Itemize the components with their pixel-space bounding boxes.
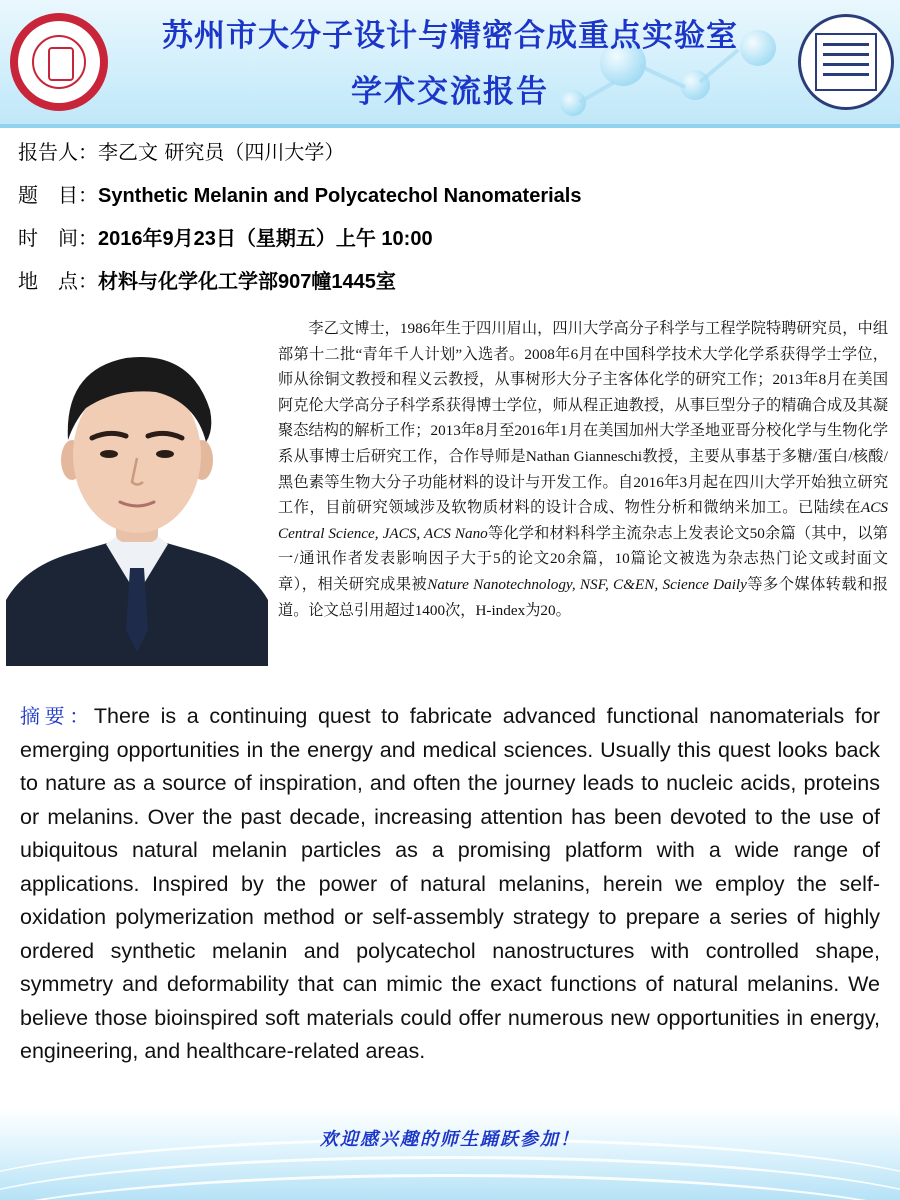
abstract-text: There is a continuing quest to fabricate advanced functional nanomaterials for emerging opportunities in the energy and medical sciences. Usually this quest looks back to nature as a source of inspiration, and often the journey leads to nucleic acids, proteins or melanins. Over the past decade, increasing attention has been devoted to the use of ubiquitous natural melanin particles as a promising platform with a wide range of applications. Inspired by the power of natural melanins, herein we employ the self-oxidation polymerization method or self-assembly strategy to prepare a series of highly ordered synthetic melanin and polycatechol nanostructures with controlled shape, symmetry and deformability that can mimic the exact functions of natural melanins. We believe those bioinspired soft materials could offer numerous new opportunities in energy, engineering, and healthcare-related areas. — [20, 704, 880, 1063]
bio-text-part2: 等化学和材料科学主流杂志上发表论文50余篇（其中，以第一/通讯作者发表影响因子大于5的论文20余篇，10篇论文被选为杂志热门论文或封面文章），相关研究成果被 — [278, 524, 888, 593]
speaker-label: 报告人： — [18, 140, 98, 164]
lab-title: 苏州市大分子设计与精密合成重点实验室 — [162, 18, 738, 54]
welcome-message: 欢迎感兴趣的师生踊跃参加！ — [320, 1129, 580, 1150]
abstract-label: 摘要： — [20, 704, 94, 728]
abstract-section — [20, 700, 880, 1069]
info-time — [18, 224, 433, 253]
place-value: 材料与化学化工学部907幢1445室 — [98, 271, 396, 293]
info-place — [18, 267, 396, 296]
speaker-photo — [6, 330, 268, 666]
footer-wave-banner — [0, 1108, 900, 1200]
bio-text-part1: 李乙文博士，1986年生于四川眉山，四川大学高分子科学与工程学院特聘研究员，中组部第十二批“青年千人计划”入选者。2008年6月在中国科学技术大学化学系获得学士学位，师从徐铜文教授和程义云教授，从事树形大分子主客体化学的研究工作；2013年8月在美国阿克伦大学高分子科学系获得博士学位，师从程正迪教授，从事巨型分子的精确合成及其凝聚态结构的解析工作；2013年8月至2016年1月在美国加州大学圣地亚哥分校化学与生物化学系从事博士后研究工作，合作导师是Nathan Gianneschi教授，主要从事基于多糖/蛋白/核酸/黑色素等生物大分子功能材料的设计与开发工作。自2016年3月起在四川大学开始独立研究工作，目前研究领域涉及软物质材料的设计合成、物性分析和微纳米加工。已陆续在 — [278, 320, 888, 517]
topic-label: 题 目： — [18, 183, 98, 207]
info-speaker — [18, 138, 344, 166]
speaker-portrait-illustration — [6, 330, 268, 666]
topic-value: Synthetic Melanin and Polycatechol Nanomaterials — [98, 185, 582, 207]
place-label: 地 点： — [18, 269, 98, 293]
report-title: 学术交流报告 — [351, 74, 549, 110]
bio-media: Nature Nanotechnology, NSF, C&EN, Science Daily — [427, 575, 747, 593]
bio-journals: ACS Central Science, JACS, ACS Nano — [278, 499, 888, 542]
time-label: 时 间： — [18, 226, 98, 250]
bio-text-part3: 等多个媒体转载和报道。论文总引用超过1400次，H-index为20。 — [278, 575, 888, 619]
time-value: 2016年9月23日（星期五）上午 10:00 — [98, 228, 433, 250]
info-topic — [18, 181, 581, 210]
speaker-value: 李乙文 研究员（四川大学） — [98, 140, 345, 164]
bio-paragraph — [278, 316, 888, 623]
speaker-biography — [278, 316, 888, 623]
